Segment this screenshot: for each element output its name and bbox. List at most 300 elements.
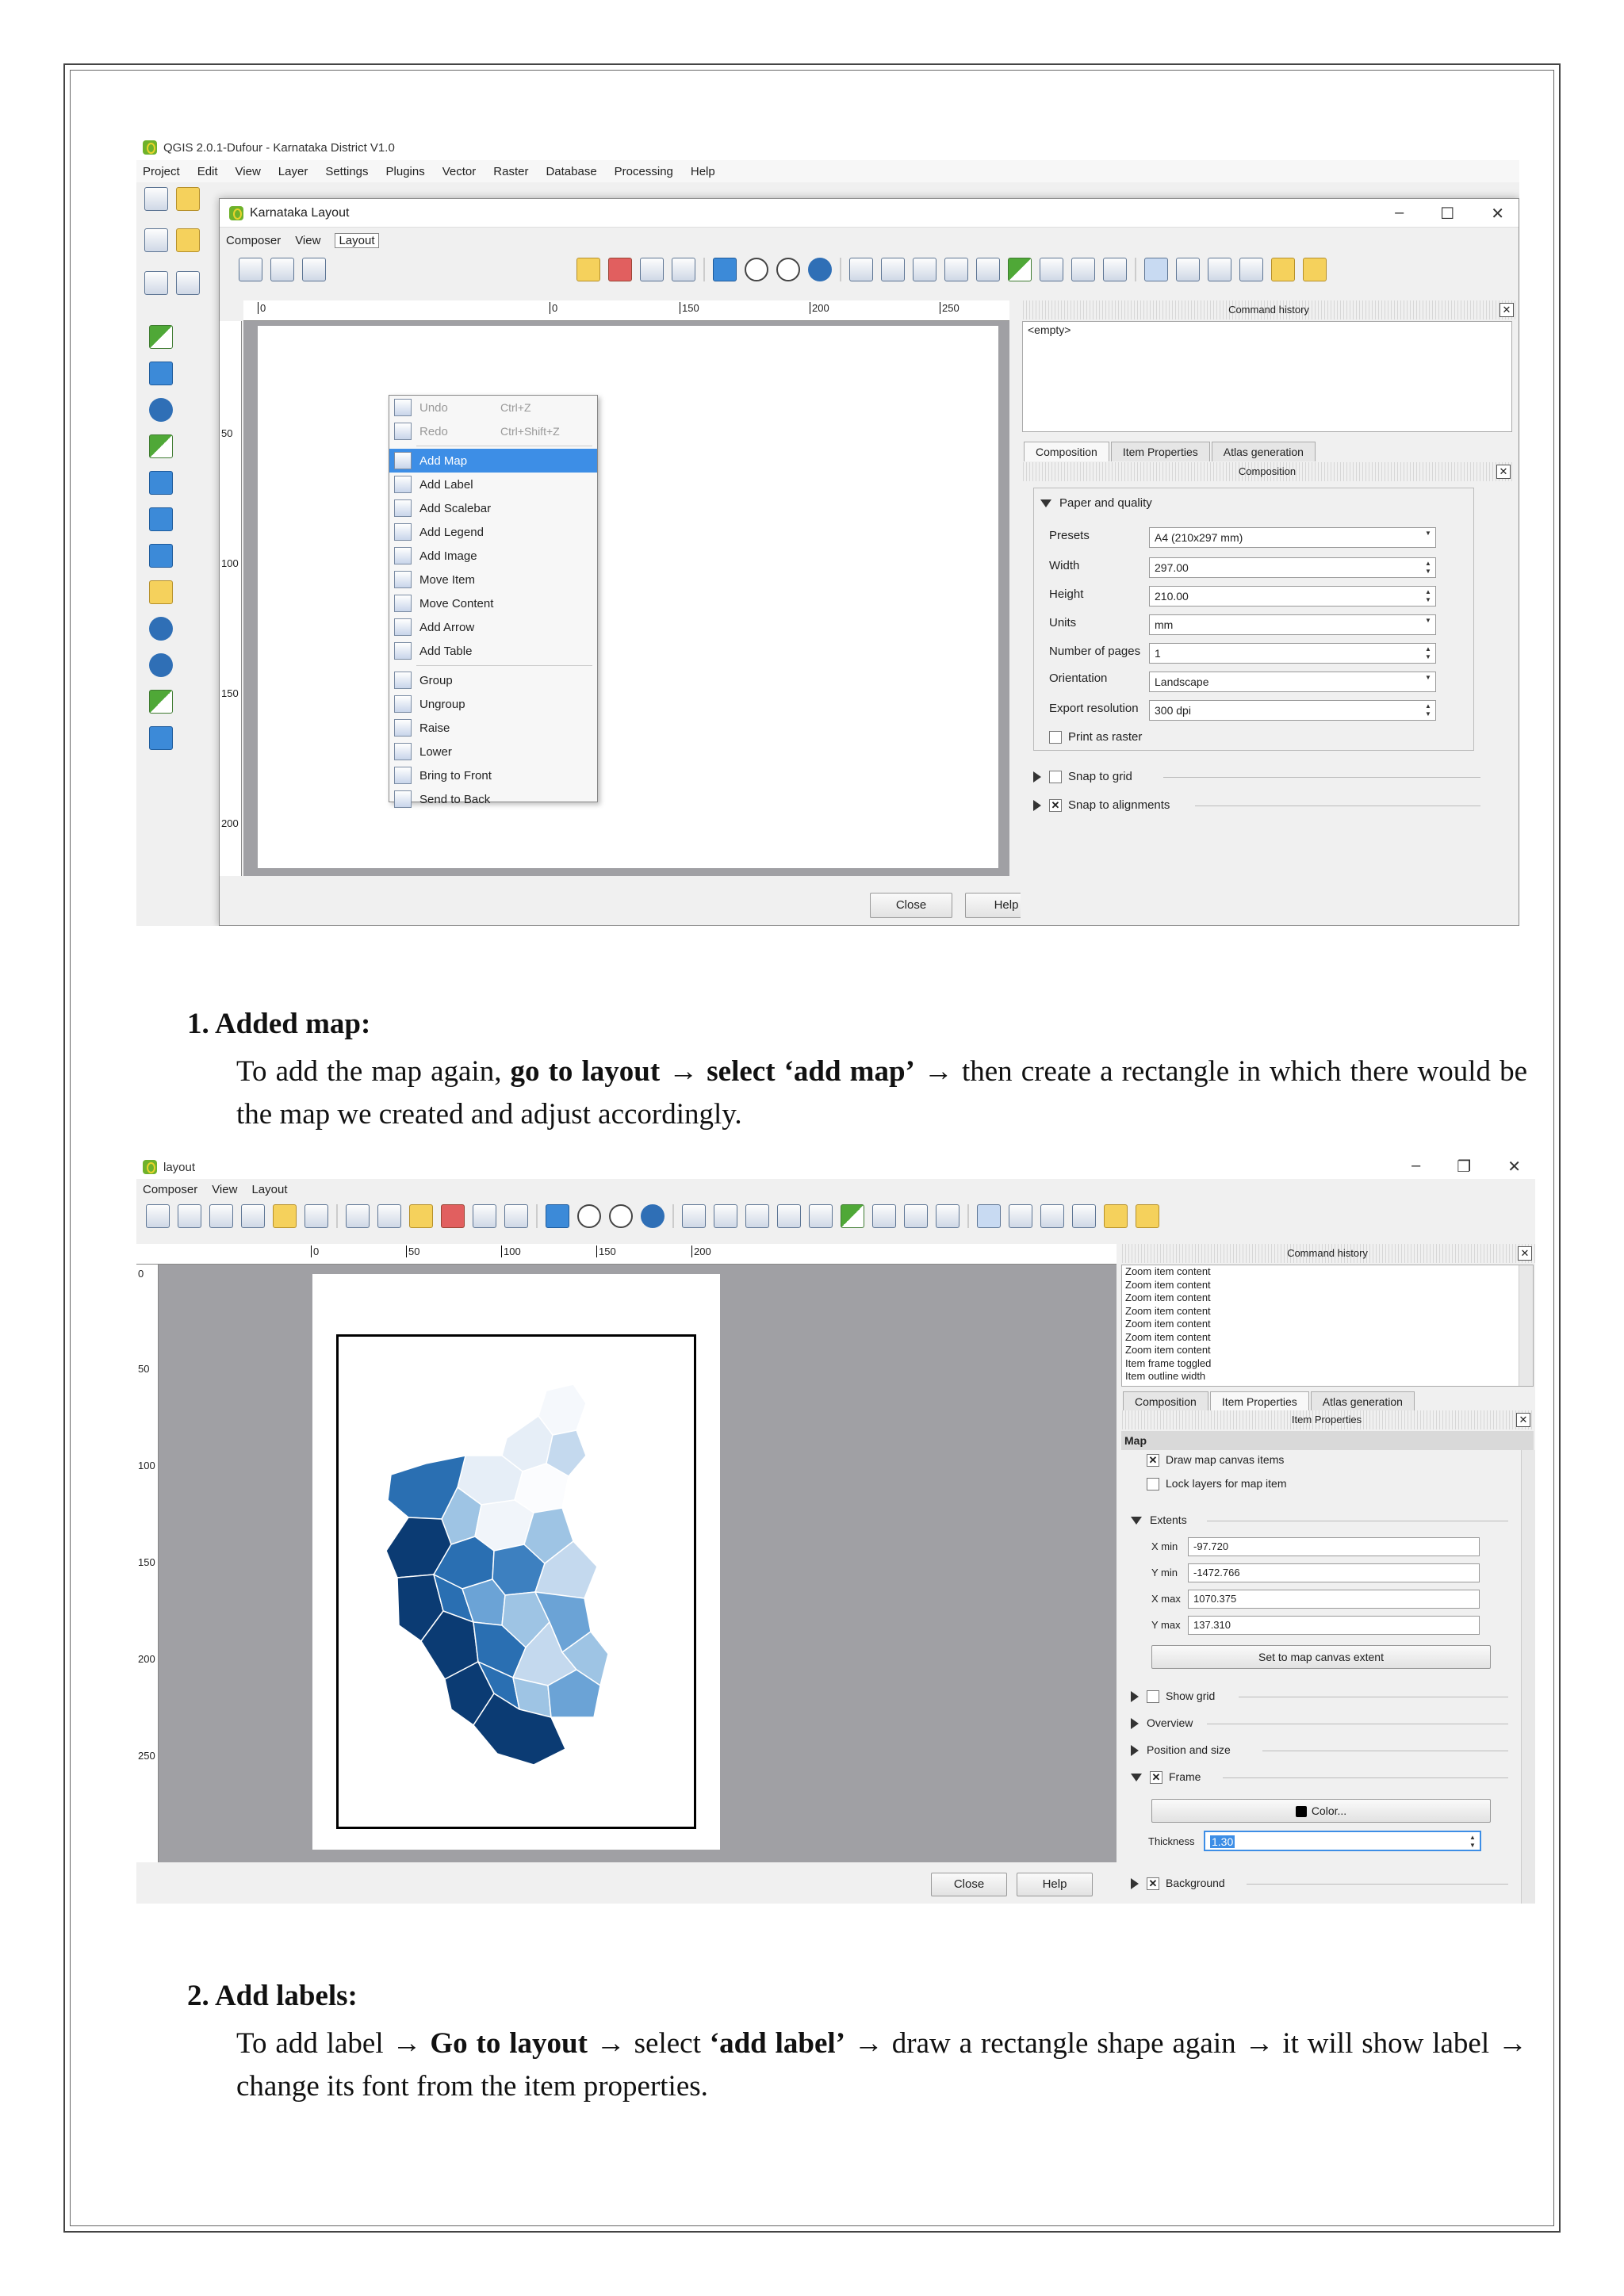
menu-item-move-content[interactable] <box>389 591 597 615</box>
group-icon[interactable] <box>1208 258 1231 281</box>
paper-quality-heading[interactable] <box>1040 496 1152 510</box>
draw-canvas-items-label: Draw map canvas items <box>1166 1453 1285 1466</box>
ruler-tick: 50 <box>138 1363 150 1375</box>
qgis-toolbar-3 <box>136 271 200 295</box>
step2-paragraph <box>236 2022 1527 2108</box>
new-composer-icon[interactable] <box>178 1204 201 1228</box>
align-icon[interactable] <box>1136 1204 1159 1228</box>
step1-bold-text: go to layout → select ‘add map’ <box>510 1055 915 1088</box>
menu-project[interactable]: Project <box>143 164 180 178</box>
add-html-icon[interactable] <box>936 1204 959 1228</box>
zoom-out-icon[interactable] <box>609 1204 633 1228</box>
checkbox-checked-icon[interactable]: ✕ <box>1049 799 1062 812</box>
menu-item-add-label[interactable] <box>389 473 597 496</box>
undo-icon <box>394 399 412 416</box>
ruler-tick: 200 <box>138 1653 155 1665</box>
checkbox-icon[interactable] <box>1049 771 1062 783</box>
properties-scrollbar[interactable] <box>1521 1450 1535 1904</box>
add-legend-icon[interactable] <box>777 1204 801 1228</box>
toolbar-separator <box>967 1204 969 1228</box>
extent-label: X min <box>1151 1540 1178 1552</box>
map-section-header: Map <box>1121 1431 1534 1450</box>
field-label: Width <box>1049 559 1080 572</box>
ruler-tick: 150 <box>680 302 699 314</box>
export-svg-icon[interactable] <box>409 1204 433 1228</box>
restore-icon[interactable]: ❐ <box>1457 1158 1472 1176</box>
right-panel <box>1021 300 1517 919</box>
history-item[interactable]: Zoom item content <box>1125 1344 1211 1356</box>
qgis-main-menu <box>136 160 1519 182</box>
frame-row[interactable] <box>1131 1770 1201 1784</box>
menu-item-undo[interactable] <box>389 396 597 419</box>
step2-bold-text: Go to layout → <box>430 2027 626 2060</box>
layout-toolbar <box>138 1204 1159 1228</box>
ruler-tick: 100 <box>138 1460 155 1471</box>
lock-layers-label: Lock layers for map item <box>1166 1477 1287 1490</box>
checkbox-checked-icon[interactable]: ✕ <box>1147 1877 1159 1890</box>
extents-label: Extents <box>1150 1513 1187 1526</box>
tab-composition[interactable]: Composition <box>1123 1391 1208 1411</box>
tab-atlas-generation[interactable]: Atlas generation <box>1311 1391 1415 1411</box>
history-item[interactable]: Zoom item content <box>1125 1278 1211 1291</box>
print-icon[interactable] <box>346 1204 370 1228</box>
karnataka-map <box>339 1337 694 1827</box>
extent-label: Y max <box>1151 1619 1181 1631</box>
field-label: Presets <box>1049 529 1090 542</box>
pages-input[interactable] <box>1149 643 1436 664</box>
command-history-empty: <empty> <box>1028 323 1071 336</box>
history-item[interactable]: Zoom item content <box>1125 1304 1211 1317</box>
move-item-icon <box>394 571 412 588</box>
new-layer-icon[interactable] <box>149 726 173 750</box>
add-label-icon[interactable] <box>745 1204 769 1228</box>
menu-item-label: Lower <box>419 744 452 759</box>
menu-item-add-legend[interactable] <box>389 520 597 544</box>
zoom-in-icon[interactable] <box>745 258 768 281</box>
map-item-frame[interactable] <box>336 1334 696 1829</box>
open-project-icon[interactable] <box>176 187 200 211</box>
thickness-label: Thickness <box>1148 1835 1195 1847</box>
add-map-icon[interactable] <box>849 258 873 281</box>
close-panel-icon[interactable]: ✕ <box>1518 1246 1532 1261</box>
step2-text: To add label → <box>236 2027 431 2060</box>
paper-quality-label: Paper and quality <box>1059 496 1152 510</box>
composer-canvas[interactable] <box>243 321 1009 876</box>
expand-triangle-icon <box>1131 1691 1139 1702</box>
position-size-row[interactable] <box>1131 1743 1231 1756</box>
menu-item-label: Ungroup <box>419 697 465 711</box>
new-composer-icon[interactable] <box>270 258 294 281</box>
field-label: Units <box>1049 616 1077 629</box>
screenshot-composer-layout-menu <box>136 135 1519 926</box>
horizontal-ruler <box>136 1244 1116 1265</box>
group-icon[interactable] <box>1040 1204 1064 1228</box>
history-scrollbar[interactable] <box>1519 1265 1533 1386</box>
pages-value: 1 <box>1155 647 1161 660</box>
add-spatialite-layer-icon[interactable] <box>149 434 173 458</box>
minimize-icon[interactable]: – <box>1411 1157 1421 1174</box>
close-panel-icon[interactable]: ✕ <box>1500 303 1514 317</box>
menu-layer[interactable]: Layer <box>278 164 308 178</box>
menu-item-add-image[interactable] <box>389 544 597 568</box>
add-image-icon[interactable] <box>881 258 905 281</box>
bring-to-front-icon <box>394 767 412 784</box>
menu-database[interactable]: Database <box>546 164 597 178</box>
export-image-icon[interactable] <box>377 1204 401 1228</box>
step1-text: To add the map again, <box>236 1055 511 1088</box>
history-item[interactable]: Item frame toggled <box>1125 1357 1212 1369</box>
ungroup-icon[interactable] <box>1072 1204 1096 1228</box>
presets-select[interactable] <box>1149 527 1436 548</box>
composer-title-bar <box>220 199 1519 228</box>
add-table-icon <box>394 642 412 660</box>
redo-icon <box>394 423 412 440</box>
history-item[interactable]: Item outline width <box>1125 1370 1206 1382</box>
toolbar-separator <box>672 1204 674 1228</box>
add-wms-layer-icon[interactable] <box>149 544 173 568</box>
layout-menu-layout[interactable]: Layout <box>251 1182 288 1196</box>
refresh-icon[interactable] <box>641 1204 665 1228</box>
panel-tabs <box>1021 442 1316 461</box>
redo-icon[interactable] <box>176 271 200 295</box>
menu-item-add-arrow[interactable] <box>389 615 597 639</box>
expand-triangle-icon <box>1033 800 1041 811</box>
menu-item-add-table[interactable] <box>389 639 597 663</box>
load-template-icon[interactable] <box>273 1204 297 1228</box>
zoom-out-icon[interactable] <box>776 258 800 281</box>
menu-help[interactable]: Help <box>690 164 715 178</box>
history-item[interactable]: Zoom item content <box>1125 1265 1211 1277</box>
menu-item-send-to-back[interactable] <box>389 787 597 811</box>
menu-vector[interactable]: Vector <box>442 164 477 178</box>
qgis-logo-icon <box>143 140 157 155</box>
new-project-icon[interactable] <box>144 187 168 211</box>
layout-window-title: layout <box>163 1160 196 1174</box>
raise-icon[interactable] <box>1271 258 1295 281</box>
help-button[interactable]: Help <box>1017 1873 1093 1896</box>
step1-heading: 1. Added map: <box>187 1008 371 1040</box>
toolbar-separator <box>703 258 705 281</box>
vertical-ruler <box>136 1265 159 1862</box>
align-icon[interactable] <box>1303 258 1327 281</box>
extent-label: Y min <box>1151 1567 1178 1578</box>
add-map-icon[interactable] <box>682 1204 706 1228</box>
layout-menu-view[interactable]: View <box>212 1182 238 1196</box>
group-icon <box>394 672 412 689</box>
menu-settings[interactable]: Settings <box>325 164 369 178</box>
resolution-input[interactable] <box>1149 700 1436 721</box>
field-label: Number of pages <box>1049 645 1141 658</box>
export-pdf-icon[interactable] <box>441 1204 465 1228</box>
snap-to-alignments-label: Snap to alignments <box>1068 798 1170 812</box>
menu-item-add-map[interactable] <box>389 449 597 473</box>
show-grid-label: Show grid <box>1166 1689 1216 1702</box>
ruler-tick: 250 <box>940 302 959 314</box>
checkbox-icon[interactable] <box>1147 1690 1159 1703</box>
panel-tabs <box>1120 1391 1415 1411</box>
layout-canvas[interactable] <box>159 1265 1116 1862</box>
step2-text: select <box>625 2027 710 2060</box>
history-item[interactable]: Zoom item content <box>1125 1292 1211 1303</box>
tab-composition[interactable]: Composition <box>1024 442 1109 461</box>
add-arrow-icon[interactable] <box>872 1204 896 1228</box>
thickness-value: 1.30 <box>1212 1835 1234 1848</box>
command-history-list <box>1121 1265 1534 1387</box>
menu-item-group[interactable] <box>389 668 597 692</box>
send-to-back-icon <box>394 790 412 808</box>
orientation-select[interactable] <box>1149 672 1436 692</box>
add-postgis-layer-icon[interactable] <box>149 398 173 422</box>
composer-page <box>258 326 998 868</box>
ruler-tick: 200 <box>810 302 829 314</box>
field-label: Export resolution <box>1049 702 1139 715</box>
height-input[interactable] <box>1149 586 1436 607</box>
presets-value: A4 (210x297 mm) <box>1155 531 1243 544</box>
add-delimited-text-icon[interactable] <box>149 653 173 677</box>
command-history-title: Command history <box>1287 1247 1368 1259</box>
thickness-input[interactable] <box>1204 1831 1481 1851</box>
duplicate-composer-icon[interactable] <box>302 258 326 281</box>
print-as-raster-checkbox[interactable] <box>1049 730 1142 744</box>
expand-triangle-icon <box>1131 1745 1139 1756</box>
menu-shortcut: Ctrl+Shift+Z <box>500 425 560 438</box>
composer-menu-layout[interactable]: Layout <box>335 233 378 248</box>
units-select[interactable] <box>1149 614 1436 635</box>
zoom-full-icon[interactable] <box>713 258 737 281</box>
xmin-input[interactable]: -97.720 <box>1188 1537 1480 1556</box>
height-value: 210.00 <box>1155 590 1189 603</box>
step1-text: → then create a rectangle in which there would be the map we created and adjust accordingly. <box>236 1055 1528 1131</box>
frame-color-button[interactable] <box>1151 1799 1491 1823</box>
menu-item-label: Group <box>419 673 453 687</box>
close-window-icon[interactable]: ✕ <box>1491 205 1504 223</box>
add-gpx-icon[interactable] <box>149 690 173 714</box>
menu-item-label: Redo <box>419 424 448 438</box>
close-window-icon[interactable]: ✕ <box>1507 1158 1521 1176</box>
extents-section[interactable] <box>1131 1513 1187 1526</box>
zoom-in-icon[interactable] <box>577 1204 601 1228</box>
field-label: Orientation <box>1049 672 1108 685</box>
command-history-header <box>1120 1244 1535 1263</box>
menu-item-label: Move Content <box>419 596 494 610</box>
add-scalebar-icon[interactable] <box>809 1204 833 1228</box>
background-label: Background <box>1166 1877 1225 1889</box>
undo-composer-icon[interactable] <box>640 258 664 281</box>
spinner-icon[interactable]: ▲ ▼ <box>1425 588 1431 603</box>
raise-icon[interactable] <box>1104 1204 1128 1228</box>
menu-view[interactable]: View <box>235 164 261 178</box>
move-content-icon[interactable] <box>1176 258 1200 281</box>
digitize-icon[interactable] <box>144 228 168 252</box>
menu-item-label: Bring to Front <box>419 768 492 783</box>
redo-composer-icon[interactable] <box>672 258 695 281</box>
add-oracle-layer-icon[interactable] <box>149 507 173 531</box>
add-shape-icon[interactable] <box>1008 258 1032 281</box>
menu-item-add-scalebar[interactable] <box>389 496 597 520</box>
ymax-input[interactable]: 137.310 <box>1188 1616 1480 1635</box>
add-table-icon[interactable] <box>1071 258 1095 281</box>
add-shape-icon[interactable] <box>841 1204 864 1228</box>
expand-triangle-icon <box>1033 771 1041 783</box>
duplicate-composer-icon[interactable] <box>209 1204 233 1228</box>
qgis-toolbar <box>136 187 200 211</box>
add-arrow-icon[interactable] <box>1040 258 1063 281</box>
ruler-tick: 200 <box>691 1246 711 1257</box>
refresh-icon[interactable] <box>808 258 832 281</box>
menu-processing[interactable]: Processing <box>614 164 673 178</box>
tab-item-properties[interactable]: Item Properties <box>1111 442 1210 461</box>
undo-icon[interactable] <box>144 271 168 295</box>
ruler-tick: 50 <box>406 1246 419 1257</box>
menu-edit[interactable]: Edit <box>197 164 218 178</box>
history-item[interactable]: Zoom item content <box>1125 1318 1211 1330</box>
close-panel-icon[interactable]: ✕ <box>1516 1413 1530 1427</box>
composer-menu-view[interactable]: View <box>295 233 321 247</box>
menu-item-redo[interactable] <box>389 419 597 443</box>
spinner-icon[interactable]: ▲ ▼ <box>1425 702 1431 718</box>
draw-canvas-items-checkbox[interactable] <box>1147 1453 1284 1467</box>
move-content-icon[interactable] <box>1009 1204 1032 1228</box>
add-scalebar-icon[interactable] <box>976 258 1000 281</box>
checkbox-checked-icon: ✕ <box>1147 1454 1159 1467</box>
overview-row[interactable] <box>1131 1716 1193 1729</box>
snap-to-alignments-row[interactable] <box>1033 798 1170 812</box>
step2-heading: 2. Add labels: <box>187 1980 358 2012</box>
add-vector-layer-icon[interactable] <box>149 325 173 349</box>
menu-item-raise[interactable] <box>389 716 597 740</box>
export-image-icon[interactable] <box>576 258 600 281</box>
width-input[interactable] <box>1149 557 1436 578</box>
add-label-icon[interactable] <box>913 258 936 281</box>
collapse-triangle-icon <box>1131 1517 1142 1525</box>
resolution-value: 300 dpi <box>1155 704 1191 717</box>
save-template-icon[interactable] <box>304 1204 328 1228</box>
xmax-input[interactable]: 1070.375 <box>1188 1590 1480 1609</box>
qgis-logo-icon <box>143 1160 157 1174</box>
print-as-raster-label: Print as raster <box>1068 730 1143 744</box>
add-legend-icon[interactable] <box>944 258 968 281</box>
layout-dropdown-menu <box>389 395 598 806</box>
background-row[interactable] <box>1131 1877 1225 1890</box>
command-history-header <box>1021 300 1517 320</box>
select-move-icon[interactable] <box>977 1204 1001 1228</box>
ruler-tick: 100 <box>221 557 239 569</box>
menu-item-label: Add Arrow <box>419 620 475 634</box>
lock-layers-checkbox[interactable] <box>1147 1477 1287 1490</box>
snap-to-grid-label: Snap to grid <box>1068 770 1132 783</box>
checkbox-icon <box>1147 1478 1159 1490</box>
menu-item-label: Add Table <box>419 644 473 658</box>
spinner-icon[interactable]: ▲ ▼ <box>1425 645 1431 660</box>
menu-item-move-item[interactable] <box>389 568 597 591</box>
item-properties-title: Item Properties <box>1291 1414 1362 1425</box>
menu-shortcut: Ctrl+Z <box>500 401 531 414</box>
add-image-icon[interactable] <box>714 1204 737 1228</box>
expand-triangle-icon <box>1131 1718 1139 1729</box>
history-item[interactable]: Zoom item content <box>1125 1330 1211 1343</box>
ruler-tick: 200 <box>221 817 239 829</box>
close-button[interactable]: Close <box>870 893 952 918</box>
maximize-icon[interactable]: ☐ <box>1440 205 1455 223</box>
step1-paragraph <box>236 1050 1527 1136</box>
add-raster-layer-icon[interactable] <box>149 362 173 385</box>
menu-item-lower[interactable] <box>389 740 597 763</box>
add-legend-icon <box>394 523 412 541</box>
spinner-icon[interactable]: ▲ ▼ <box>1425 560 1431 575</box>
tab-atlas-generation[interactable]: Atlas generation <box>1212 442 1316 461</box>
horizontal-ruler <box>243 300 1009 321</box>
composer-menubar <box>220 229 1519 251</box>
step2-text: → draw a rectangle shape again → it will show label → change its font from the item properties. <box>236 2027 1528 2103</box>
toolbar-separator <box>1135 258 1136 281</box>
ruler-tick: 150 <box>138 1556 155 1568</box>
save-project-icon[interactable] <box>239 258 262 281</box>
add-wfs-layer-icon[interactable] <box>149 617 173 641</box>
menu-raster[interactable]: Raster <box>493 164 529 178</box>
minimize-icon[interactable]: – <box>1395 204 1404 221</box>
add-mssql-layer-icon[interactable] <box>149 471 173 495</box>
undo-icon[interactable] <box>473 1204 496 1228</box>
redo-icon[interactable] <box>504 1204 528 1228</box>
add-scalebar-icon <box>394 499 412 517</box>
add-wcs-layer-icon[interactable] <box>149 580 173 604</box>
add-html-icon[interactable] <box>1103 258 1127 281</box>
toolbar-separator <box>536 1204 538 1228</box>
menu-plugins[interactable]: Plugins <box>385 164 425 178</box>
spinner-icon[interactable]: ▲ ▼ <box>1469 1834 1476 1849</box>
checkbox-checked-icon[interactable]: ✕ <box>1150 1771 1162 1784</box>
frame-label: Frame <box>1169 1770 1201 1783</box>
edit-pencil-icon[interactable] <box>176 228 200 252</box>
add-table-icon[interactable] <box>904 1204 928 1228</box>
save-project-icon[interactable] <box>146 1204 170 1228</box>
ymin-input[interactable]: -1472.766 <box>1188 1563 1480 1582</box>
zoom-full-icon[interactable] <box>546 1204 569 1228</box>
snap-to-grid-row[interactable] <box>1033 770 1132 783</box>
right-panel <box>1120 1244 1535 1904</box>
menu-item-label: Move Item <box>419 572 476 587</box>
ruler-tick: 0 <box>311 1246 319 1257</box>
item-properties-header <box>1120 1410 1534 1429</box>
ungroup-icon <box>394 695 412 713</box>
composer-menu-composer[interactable]: Composer <box>226 233 282 247</box>
checkbox-icon <box>1049 731 1062 744</box>
ruler-tick: 150 <box>596 1246 616 1257</box>
menu-item-bring-to-front[interactable] <box>389 763 597 787</box>
layout-title-bar <box>136 1155 1535 1179</box>
help-button[interactable]: Help <box>965 893 1048 918</box>
units-value: mm <box>1155 618 1174 631</box>
tab-item-properties[interactable]: Item Properties <box>1210 1391 1309 1411</box>
close-panel-icon[interactable]: ✕ <box>1496 465 1511 479</box>
show-grid-row[interactable] <box>1131 1689 1215 1703</box>
chevron-down-icon: ▼ <box>1425 674 1431 681</box>
color-swatch <box>1296 1806 1307 1817</box>
layout-menu-composer[interactable]: Composer <box>143 1182 198 1196</box>
close-button[interactable]: Close <box>931 1873 1007 1896</box>
composer-manager-icon[interactable] <box>241 1204 265 1228</box>
menu-item-ungroup[interactable] <box>389 692 597 716</box>
extent-label: X max <box>1151 1593 1181 1605</box>
select-move-icon[interactable] <box>1144 258 1168 281</box>
composer-toolbar-left <box>231 258 326 281</box>
layout-menubar <box>136 1179 1535 1200</box>
window-controls <box>1411 1157 1521 1177</box>
ruler-tick: 50 <box>221 427 233 439</box>
set-to-map-canvas-extent-button[interactable]: Set to map canvas extent <box>1151 1645 1491 1669</box>
export-pdf-icon[interactable] <box>608 258 632 281</box>
ungroup-icon[interactable] <box>1239 258 1263 281</box>
